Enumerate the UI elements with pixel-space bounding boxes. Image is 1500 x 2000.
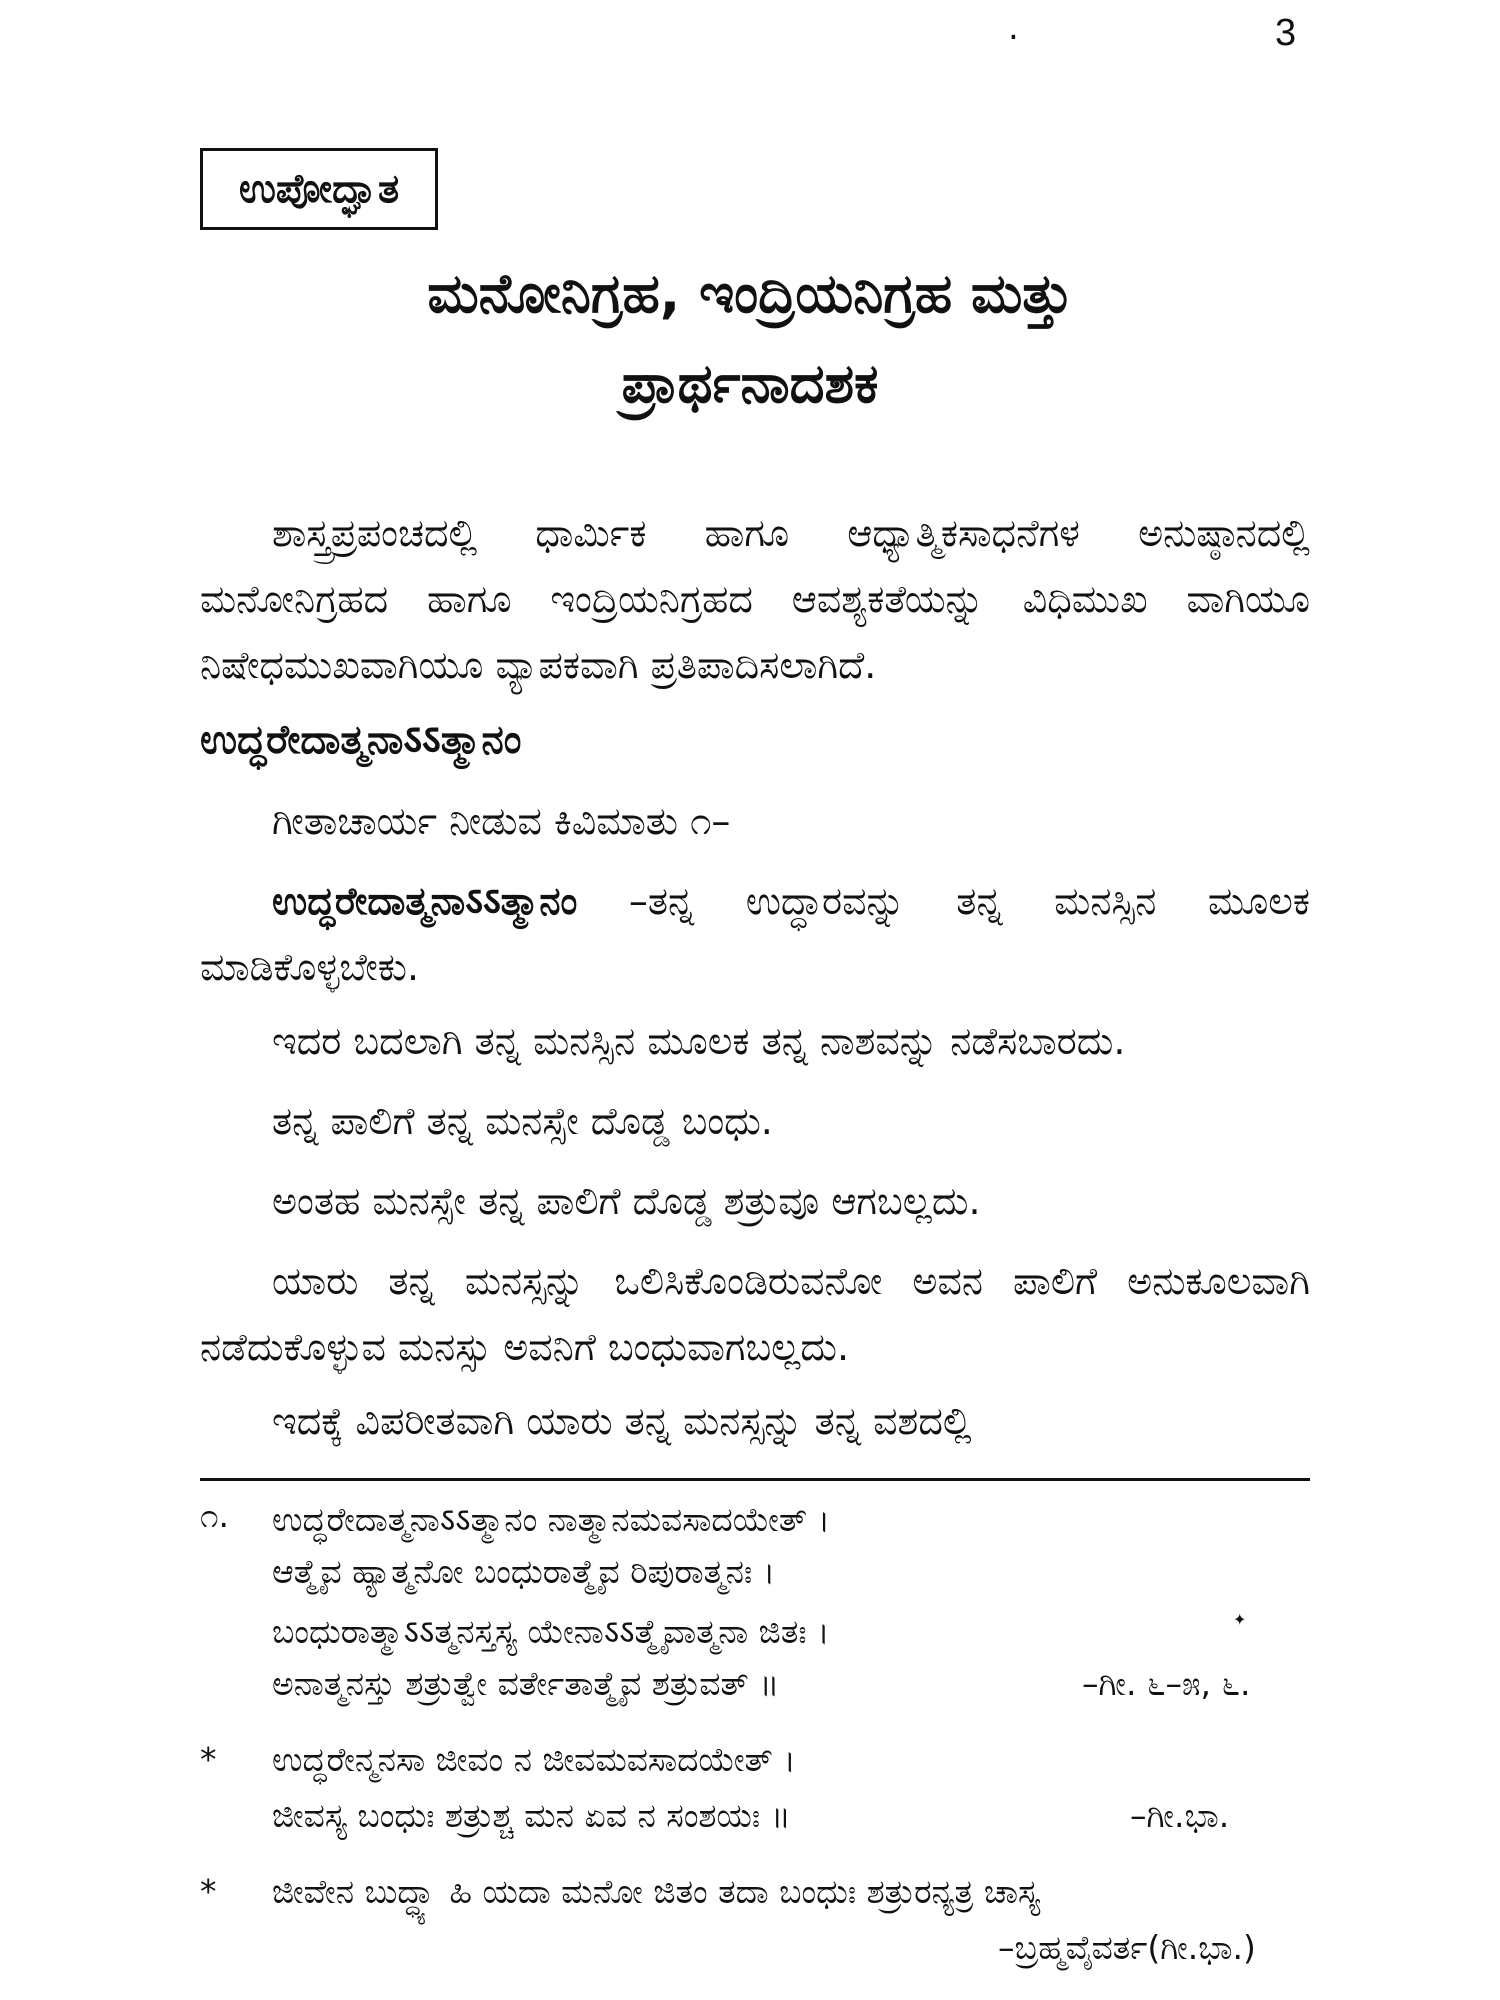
footnote-3-line: ಜೀವೇನ ಬುದ್ಧ್ಯಾ ಹಿ ಯದಾ ಮನೋ ಜಿತಂ ತದಾ ಬಂಧುಃ ಶತ್ರುರನ್ಯತ್ರ ಚಾಸ್ಯ (272, 1872, 1041, 1911)
paragraph-2 (200, 868, 1310, 1000)
footnote-1-reference: –ಗೀ. ೬–೫, ೬. (1082, 1664, 1251, 1703)
footnote-2-line: ಉದ್ಧರೇನ್ಮನಸಾ ಜೀವಂ ನ ಜೀವಮವಸಾದಯೇತ್ । (272, 1740, 796, 1779)
paragraph-2-bold: ಉದ್ಧರೇದಾತ್ಮನಾऽऽತ್ಮಾನಂ (272, 879, 578, 923)
paragraph-1: ಗೀತಾಚಾರ್ಯ ನೀಡುವ ಕಿವಿಮಾತು ೧– (272, 799, 731, 843)
footnote-1-line: ಆತ್ಮೈವ ಹ್ಯಾತ್ಮನೋ ಬಂಧುರಾತ್ಮೈವ ರಿಪುರಾತ್ಮನಃ । (272, 1552, 776, 1591)
footnote-1-line: ಉದ್ಧರೇದಾತ್ಮನಾऽऽತ್ಮಾನಂ ನಾತ್ಮಾನಮವಸಾದಯೇತ್ । (272, 1500, 831, 1539)
page-number: 3 (1275, 12, 1297, 54)
footnote-3-marker: * (200, 1872, 217, 1911)
page-title-line-1: ಮನೋನಿಗ್ರಹ, ಇಂದ್ರಿಯನಿಗ್ರಹ ಮತ್ತು (427, 262, 1073, 325)
footnote-2-marker: * (200, 1740, 217, 1779)
footnote-2-line: ಜೀವಸ್ಯ ಬಂಧುಃ ಶತ್ರುಶ್ಚ ಮನ ಏವ ನ ಸಂಶಯಃ ॥ (272, 1796, 791, 1835)
footnote-2-reference: –ಗೀ.ಭಾ. (1130, 1796, 1230, 1835)
paragraph-3: ಇದರ ಬದಲಾಗಿ ತನ್ನ ಮನಸ್ಸಿನ ಮೂಲಕ ತನ್ನ ನಾಶವನ್ನು ನಡೆಸಬಾರದು. (272, 1019, 1126, 1063)
footnote-1-marker: ೧. (200, 1496, 229, 1535)
stray-ink-mark: ✦ (1233, 1610, 1247, 1629)
paragraph-2-text: –ತನ್ನ ಉದ್ಧಾರವನ್ನು ತನ್ನ ಮನಸ್ಸಿನ ಮೂಲಕ ಮಾಡಿಕೊಳ್ಳಬೇಕು. (200, 879, 1310, 989)
sub-heading: ಉದ್ಧರೇದಾತ್ಮನಾऽऽತ್ಮಾನಂ (200, 717, 522, 763)
paragraph-4: ತನ್ನ ಪಾಲಿಗೆ ತನ್ನ ಮನಸ್ಸೇ ದೊಡ್ಡ ಬಂಧು. (272, 1099, 773, 1143)
footnote-1-line: ಬಂಧುರಾತ್ಮಾऽऽತ್ಮನಸ್ತಸ್ಯ ಯೇನಾऽऽತ್ಮೈವಾತ್ಮನಾ ಜಿತಃ । (272, 1612, 830, 1651)
intro-paragraph: ಶಾಸ್ತ್ರಪ್ರಪಂಚದಲ್ಲಿ ಧಾರ್ಮಿಕ ಹಾಗೂ ಆಧ್ಯಾತ್ಮಿಕಸಾಧನೆಗಳ ಅನುಷ್ಠಾನದಲ್ಲಿ ಮನೋನಿಗ್ರಹದ ಹಾಗೂ ಇಂದ್ರಿಯನಿಗ್ರಹದ ಆವಶ್ಯಕತೆಯನ್ನು ವಿಧಿಮುಖ ವಾಗಿಯೂ ನಿಷೇಧಮುಖವಾಗಿಯೂ ವ್ಯಾಪಕವಾಗಿ ಪ್ರತಿಪಾದಿಸಲಾಗಿದೆ. (200, 511, 1310, 687)
page-title-line-2: ಪ್ರಾರ್ಥನಾದಶಕ (621, 352, 879, 415)
section-tag (200, 148, 438, 230)
section-tag-label: ಉಪೋದ್ಘಾತ (238, 166, 400, 212)
paragraph-5: ಅಂತಹ ಮನಸ್ಸೇ ತನ್ನ ಪಾಲಿಗೆ ದೊಡ್ಡ ಶತ್ರುವೂ ಆಗಬಲ್ಲದು. (272, 1179, 981, 1223)
header-dot: . (1008, 8, 1019, 48)
paragraph-6: ಯಾರು ತನ್ನ ಮನಸ್ಸನ್ನು ಒಲಿಸಿಕೊಂಡಿರುವನೋ ಅವನ ಪಾಲಿಗೆ ಅನುಕೂಲವಾಗಿ ನಡೆದುಕೊಳ್ಳುವ ಮನಸ್ಸು ಅವನಿಗೆ ಬಂಧುವಾಗಬಲ್ಲದು. (200, 1259, 1310, 1369)
footnote-1-line: ಅನಾತ್ಮನಸ್ತು ಶತ್ರುತ್ವೇ ವರ್ತೇತಾತ್ಮೈವ ಶತ್ರುವತ್ ॥ (272, 1664, 780, 1703)
footnote-divider (200, 1478, 1310, 1481)
footnote-3-reference: –ಬ್ರಹ್ಮವೈವರ್ತ(ಗೀ.ಭಾ.) (998, 1928, 1256, 1967)
paragraph-7: ಇದಕ್ಕೆ ವಿಪರೀತವಾಗಿ ಯಾರು ತನ್ನ ಮನಸ್ಸನ್ನು ತನ್ನ ವಶದಲ್ಲಿ (272, 1399, 972, 1443)
